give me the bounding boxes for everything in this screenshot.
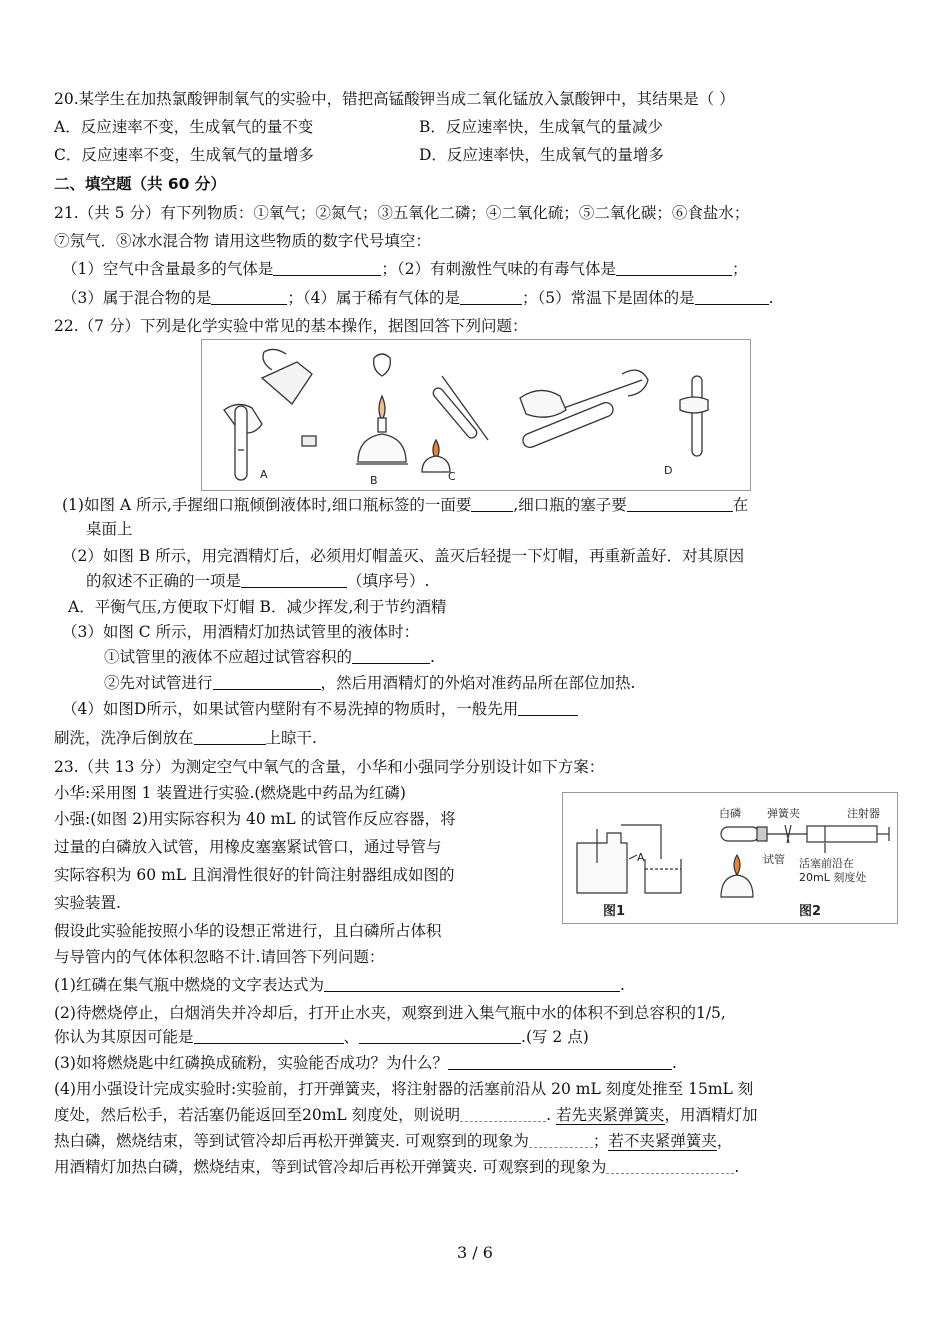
lab-operations-illustration: [202, 340, 750, 490]
fig2-label-piston-2: 20mL 刻度处: [799, 871, 867, 884]
q22-s3b-text2: ，然后用酒精灯的外焰对准药品所在部位加热.: [320, 674, 636, 692]
q23-p2-cont: [54, 1026, 589, 1048]
q23-xiaoqiang-3: 实际容积为 60 mL 且润滑性很好的针筒注射器组成如图的: [54, 866, 455, 884]
fig1-apparatus: [577, 825, 681, 893]
fig-d-brushing-tube: [520, 370, 708, 456]
answer-blank[interactable]: [359, 1027, 521, 1044]
fig-a-pouring: [224, 349, 316, 480]
q20-option-d: D．反应速率快，生成氧气的量增多: [419, 146, 664, 164]
q23-p4-semi: ；: [592, 1132, 609, 1150]
lab-operations-figure: [201, 339, 751, 491]
answer-blank[interactable]: [352, 647, 430, 664]
q22-s2-cont: [86, 570, 429, 592]
fig2-label-syringe: 注射器: [847, 807, 880, 820]
q21-line1: 21.（共 5 分）有下列物质：①氧气；②氮气；③五氧化二磷；④二氧化硫；⑤二氧化碳；⑥食盐水；: [54, 204, 750, 222]
q22-s3a: [104, 646, 435, 668]
fig-b-alcohol-lamp: [356, 354, 408, 464]
q23-p4-underlined-2: 若不夹紧弹簧夹: [608, 1132, 717, 1150]
answer-blank[interactable]: [460, 288, 522, 305]
q20-stem: 20.某学生在加热氯酸钾制氧气的实验中，错把高锰酸钾当成二氧化锰放入氯酸钾中，其结果是（ ）: [54, 90, 735, 108]
q23-assumption-2: 与导管内的气体体积忽略不计.请回答下列问题：: [54, 948, 385, 966]
q23-xiaoqiang-4: 实验装置.: [54, 894, 121, 912]
q23-p2-sep: 、: [343, 1028, 360, 1046]
answer-blank[interactable]: [471, 495, 513, 512]
q22-s3a-text: ①试管里的液体不应超过试管容积的: [104, 648, 353, 666]
q22-s2-text2: （填序号）.: [347, 572, 430, 590]
q22-s1-text2: ,细口瓶的塞子要: [513, 496, 627, 514]
q23-p4-dot: .: [546, 1106, 557, 1124]
q21-p5-text: ；（5）常温下是固体的是: [522, 289, 695, 307]
answer-blank[interactable]: [324, 975, 620, 992]
answer-blank[interactable]: [616, 259, 732, 276]
answer-blank[interactable]: [695, 288, 769, 305]
q22-s4-text3: 上晾干.: [265, 729, 317, 747]
q23-p2: (2)待燃烧停止，白烟消失并冷却后，打开止水夹，观察到进入集气瓶中水的体积不到总容积的1/5,: [54, 1004, 726, 1022]
q20-option-c: C．反应速率不变，生成氧气的量增多: [54, 146, 314, 164]
answer-blank[interactable]: [194, 728, 266, 745]
q23-p4-comma: ，: [716, 1132, 733, 1150]
q22-s1-text3: 在: [732, 496, 749, 514]
q21-part1: [62, 258, 748, 280]
q22-s4: [62, 698, 578, 720]
q23-p4-end: .: [734, 1158, 740, 1176]
q23-p4-text3: 热白磷，燃烧结束，等到试管冷却后再松开弹簧夹. 可观察到的现象为: [54, 1132, 529, 1150]
q21-line2: ⑦氖气．⑧冰水混合物 请用这些物质的数字代号填空：: [54, 232, 431, 250]
q23-stem: 23.（共 13 分）为测定空气中氧气的含量，小华和小强同学分别设计如下方案：: [54, 758, 605, 776]
fig-c-heating-tube: [422, 376, 488, 472]
fig-label-b: B: [370, 474, 378, 487]
q21-p2-end: ；: [732, 260, 748, 278]
answer-blank[interactable]: [448, 1053, 672, 1070]
fig1-caption: 图1: [603, 904, 626, 919]
q23-p1: [54, 974, 625, 996]
fig-label-a: A: [260, 468, 268, 481]
q23-xiaohua: 小华:采用图 1 装置进行实验.(燃烧匙中药品为红磷): [54, 784, 406, 802]
q21-part2: [62, 287, 774, 309]
fig-label-d: D: [664, 464, 673, 477]
fig2-label-test-tube: 试管: [763, 853, 785, 866]
q22-s1-text: (1)如图 A 所示,手握细口瓶倾倒液体时,细口瓶标签的一面要: [62, 496, 472, 514]
q23-p2-text: 你认为其原因可能是: [54, 1028, 194, 1046]
q23-p4-text1: 度处，然后松手，若活塞仍能返回至20mL 刻度处，则说明: [54, 1106, 461, 1124]
q22-s3: （3）如图 C 所示，用酒精灯加热试管里的液体时：: [62, 623, 420, 641]
answer-blank[interactable]: [606, 1157, 734, 1174]
fig-label-c: C: [448, 470, 456, 483]
fig2-label-spring-clamp: 弹簧夹: [767, 807, 800, 820]
answer-blank[interactable]: [211, 288, 287, 305]
q23-xiaoqiang-2: 过量的白磷放入试管，用橡皮塞塞紧试管口，通过导管与: [54, 838, 442, 856]
answer-blank[interactable]: [529, 1131, 593, 1148]
q22-s4-text2: 刷洗，洗净后倒放在: [54, 729, 194, 747]
q23-xiaoqiang-1: 小强:(如图 2)用实际容积为 40 mL 的试管作反应容器，将: [54, 810, 456, 828]
q22-s1: [62, 494, 748, 516]
answer-blank[interactable]: [627, 495, 733, 512]
fig2-label-white-phosphorus: 白磷: [719, 807, 741, 820]
answer-blank[interactable]: [460, 1105, 546, 1122]
answer-blank[interactable]: [194, 1027, 344, 1044]
q22-s4-cont: [54, 727, 317, 749]
q22-s2: （2）如图 B 所示，用完酒精灯后，必须用灯帽盖灭、盖灭后轻提一下灯帽，再重新盖好．对其原因: [62, 547, 745, 565]
q21-p1-text: （1）空气中含量最多的气体是: [62, 260, 274, 278]
answer-blank[interactable]: [518, 699, 578, 716]
q22-s3b-text: ②先对试管进行: [104, 674, 213, 692]
q22-stem: 22.（7 分）下列是化学实验中常见的基本操作，据图回答下列问题：: [54, 317, 528, 335]
q21-p2-text: ；（2）有刺激性气味的有毒气体是: [381, 260, 616, 278]
q23-p1-text: (1)红磷在集气瓶中燃烧的文字表达式为: [54, 976, 324, 994]
section-title: 二、填空题（共 60 分）: [54, 175, 226, 193]
q22-s2-options: A．平衡气压,方便取下灯帽 B．减少挥发,利于节约酒精: [68, 598, 447, 616]
q21-p4-text: ；（4）属于稀有气体的是: [287, 289, 460, 307]
q21-p5-end: .: [768, 289, 774, 307]
answer-blank[interactable]: [273, 259, 381, 276]
oxygen-experiment-illustration: [563, 793, 897, 923]
q20-option-b: B．反应速率快，生成氧气的量减少: [419, 118, 663, 136]
q23-p1-end: .: [619, 976, 625, 994]
fig2-caption: 图2: [799, 904, 822, 919]
q21-p3-text: （3）属于混合物的是: [62, 289, 212, 307]
fig1-label-a: A: [637, 851, 645, 864]
q23-p3: [54, 1052, 677, 1074]
q23-p4-underlined-1: 若先夹紧弹簧夹: [556, 1106, 665, 1124]
page-number: 3 / 6: [457, 1243, 493, 1262]
q23-p2-end: .(写 2 点): [521, 1028, 589, 1046]
q23-p4-text4: 用酒精灯加热白磷，燃烧结束，等到试管冷却后再松开弹簧夹. 可观察到的现象为: [54, 1158, 607, 1176]
q22-s3b: [104, 672, 635, 694]
q23-p4-cont2: [54, 1130, 732, 1152]
q23-p4-cont1: [54, 1104, 758, 1126]
oxygen-experiment-figure: [562, 792, 898, 924]
q22-s4-text: （4）如图D所示，如果试管内壁附有不易洗掉的物质时，一般先用: [62, 700, 519, 718]
q22-s1-cont: 桌面上: [86, 520, 133, 538]
q23-assumption-1: 假设此实验能按照小华的设想正常进行，且白磷所占体积: [54, 922, 442, 940]
q20-option-a: A．反应速率不变，生成氧气的量不变: [54, 118, 314, 136]
answer-blank[interactable]: [241, 571, 347, 588]
q23-p3-text: (3)如将燃烧匙中红磷换成硫粉，实验能否成功？为什么？: [54, 1054, 448, 1072]
q23-p4-text2: ，用酒精灯加: [664, 1106, 758, 1124]
q22-s2-text: 的叙述不正确的一项是: [86, 572, 242, 590]
q23-p4-cont3: [54, 1156, 739, 1178]
fig2-label-piston-1: 活塞前沿在: [799, 857, 854, 870]
q23-p3-end: .: [671, 1054, 677, 1072]
q23-p4: (4)用小强设计完成实验时:实验前，打开弹簧夹，将注射器的活塞前沿从 20 mL 刻度处推至 15mL 刻: [54, 1080, 754, 1098]
q22-s3a-end: .: [430, 648, 435, 666]
answer-blank[interactable]: [213, 673, 321, 690]
